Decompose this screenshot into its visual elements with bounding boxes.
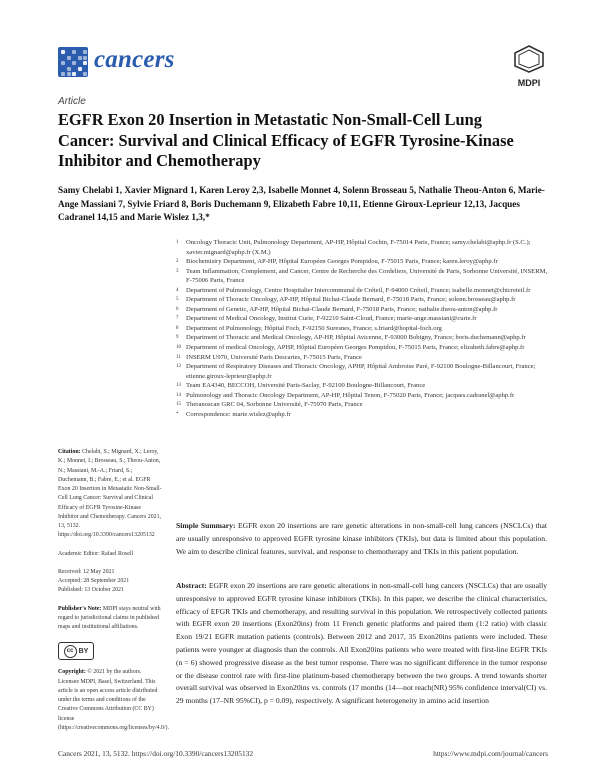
affiliation-number: 4 (176, 287, 179, 293)
logo-dot (72, 61, 76, 65)
affiliation-item (176, 353, 551, 363)
affiliation-text: Correspondence: marie.wislez@aphp.fr (186, 410, 291, 418)
logo-dot (61, 61, 65, 65)
academic-editor: Academic Editor: Rafael Rosell (58, 550, 134, 557)
affiliation-item (176, 343, 551, 353)
copyright-label: Copyright: (58, 669, 86, 676)
logo-dot (67, 67, 71, 71)
logo-dot (61, 72, 65, 76)
author-list: Samy Chelabi 1, Xavier Mignard 1, Karen Leroy 2,3, Isabelle Monnet 4, Solenn Brosseau 5, Nathalie Theou-Anton 6, Marie-Ange Massiani 7, Sylvie Friard 8, Boris Duchemann 9, Elizabeth Fabre 10,11, Etienne Giroux-Leprieur 12,13, Jacques Cadranel 14,15 and Marie Wislez 1,3,* (58, 185, 545, 222)
footer-journal-url[interactable]: https://www.mdpi.com/journal/cancers (433, 749, 548, 758)
affiliation-number: 9 (176, 335, 179, 341)
mdpi-logo[interactable] (513, 45, 545, 88)
affiliation-item (176, 391, 551, 401)
affiliation-text: Oncology Thoracic Unit, Pulmonology Department, AP-HP, Hôpital Cochin, F-75014 Paris, France; samy.chelabi@aphp.fr (S.C.); xavier.mignard@aphp.fr (X.M.) (186, 239, 531, 256)
affiliation-item (176, 333, 551, 343)
page-footer (58, 749, 548, 758)
copyright-text: © 2021 by the authors. Licensee MDPI, Basel, Switzerland. This article is an open access article distributed under the terms and conditions of the Creative Commons Attribution (CC BY) license (https://creativecommons.org/licenses/by/4.0/). (58, 669, 169, 731)
affiliation-text: Biochemistry Department, AP-HP, Hôpital Européen Georges Pompidou, F-75015 Paris, France; karen.leroy@aphp.fr (186, 258, 498, 266)
logo-dot (83, 56, 87, 60)
affiliation-number: 11 (176, 354, 181, 360)
affiliation-text: Team EA4340, BECCOH, Université Paris-Saclay, F-92100 Boulogne-Billancourt, France (186, 382, 426, 390)
affiliation-number: 5 (176, 297, 179, 303)
logo-dot (83, 72, 87, 76)
footer-citation[interactable]: Cancers 2021, 13, 5132. https://doi.org/10.3390/cancers13205132 (58, 749, 254, 758)
affiliation-item (176, 305, 551, 315)
citation-block (58, 448, 162, 541)
affiliation-text: Department of Medical Oncology, Institut Curie, F-92210 Saint-Cloud, France; marie-ange.massiani@curie.fr (186, 315, 477, 323)
journal-name[interactable]: cancers (94, 46, 175, 73)
affiliation-number: 3 (176, 268, 179, 274)
affiliation-item (176, 324, 551, 334)
affiliation-item (176, 238, 551, 257)
affiliation-number: * (176, 411, 179, 417)
logo-dot (72, 50, 76, 54)
logo-dot (67, 72, 71, 76)
abstract (176, 580, 547, 708)
abstract-text: EGFR exon 20 insertions are rare genetic alterations in non-small-cell lung cancers (NSCLCs) that are usually unresponsive to approved EGFR tyrosine kinase inhibitors (TKIs). In this paper, we describe the clinical characteristics, efficacy of EFGR TKIs and chemotherapy, and resulting survival in this population. We retrospectively collected patients with EGFR exon 20 insertions (Exon20ins) from 11 French genetic platforms and paired them (1:2 ratio) with classic Exon 19/21 EGFR mutation patients (controls). Between 2012 and 2017, 35 Exon20ins patients were included. These patients were younger at diagnosis than the controls. All Exon20ins patients who were treated with first-line EGFR TKIs (n = 6) showed progressive disease as the best tumor response. There was no significant difference in the tumor response or the disease control rate with first-line platinum-based chemotherapy between the two groups. A trend towards shorter overall survival was observed in Exon20ins vs. controls (17 months (14—not reach(NR) 95% confidence interval(CI) vs. 29 months (17–NR 95%CI), p = 0.09), respectively. A significant heterogeneity in amino acid insertion (176, 581, 547, 706)
article-info-sidebar (58, 448, 169, 733)
affiliation-text: Department of Pulmonology, Centre Hospitalier Intercommunal de Créteil, F-94000 Créteil, France; isabelle.monnet@chicreteil.fr (186, 286, 531, 294)
accepted-date: Accepted: 28 September 2021 (58, 578, 130, 584)
affiliation-text: INSERM U970, Université Paris Descartes, F-75015 Paris, France (186, 353, 362, 361)
affiliation-number: 2 (176, 259, 179, 265)
abstract-label: Abstract: (176, 581, 207, 590)
simple-summary-label: Simple Summary: (176, 521, 236, 530)
affiliation-number: 1 (176, 240, 179, 245)
affiliation-item (176, 267, 551, 286)
copyright-block (58, 668, 169, 733)
affiliation-text: Team Inflammation, Complement, and Cancer, Centre de Recherche des Cordeliers, Université de Paris, Sorbonne Université, INSERM, F-75006 Paris, France (186, 267, 548, 285)
affiliation-text: Pulmonology and Thoracic Oncology Department, AP-HP, Hôpital Tenon, F-75020 Paris, France; jacques.cadranel@aphp.fr (186, 391, 515, 399)
affiliation-item (176, 410, 551, 420)
received-date: Received: 12 May 2021 (58, 568, 115, 575)
affiliation-text: Theranoscan GRC 04, Sorbonne Université, F-75970 Paris, France (186, 401, 363, 409)
affiliation-number: 10 (176, 345, 181, 351)
affiliation-item (176, 314, 551, 324)
affiliation-item (176, 257, 551, 267)
affiliation-number: 15 (176, 402, 181, 408)
simple-summary (176, 520, 547, 558)
affiliation-number: 8 (176, 325, 179, 331)
logo-dot (72, 72, 76, 76)
affiliation-text: Department of Thoracic Oncology, AP-HP, Hôpital Bichat-Claude Bernard, F-75018 Paris, France; solenn.brosseau@aphp.fr (186, 296, 516, 304)
publisher-note (58, 605, 162, 633)
affiliations (176, 238, 551, 419)
published-date: Published: 13 October 2021 (58, 587, 124, 594)
affiliation-text: Department of Thoracic and Medical Oncology, AP-HP, Hôpital Avicenne, F-93000 Bobigny, France; boris.duchemann@aphp.fr (186, 334, 526, 342)
article-title: EGFR Exon 20 Insertion in Metastatic Non-Small-Cell Lung Cancer: Survival and Clinical Efficacy of EGFR Tyrosine-Kinase Inhibitor and Chemotherapy (58, 110, 514, 170)
affiliation-item (176, 362, 551, 381)
affiliation-text: Department of medical Oncology, APHP, Hôpital Européen Georges Pompidou, F-75015 Paris, France; elizabeth.fabre@aphp.fr (186, 344, 525, 352)
logo-dot (78, 56, 82, 60)
affiliation-item (176, 295, 551, 305)
citation-label: Citation: (58, 449, 81, 455)
logo-dot (78, 67, 82, 71)
cc-icon: cc (64, 645, 77, 658)
cc-by-label: BY (78, 647, 89, 655)
publisher-note-text: MDPI stays neutral with regard to jurisdictional claims in published maps and institutional affiliations. (58, 605, 161, 630)
affiliation-item (176, 400, 551, 410)
article-type: Article (58, 96, 86, 107)
affiliation-number: 7 (176, 316, 179, 322)
citation-text[interactable]: Chelabi, S.; Mignard, X.; Leroy, K.; Monnet, I.; Brosseau, S.; Theou-Anton, N.; Massiani, M.-A.; Friard, S.; Duchemann, B.; Fabre, E.; et al. EGFR Exon 20 Insertion in Metastatic Non-Small-Cell Lung Cancer: Survival and Clinical Efficacy of EGFR Tyrosine-Kinase Inhibitor and Chemotherapy. Cancers 2021, 13, 5132. https://doi.org/10.3390/cancers13205132 (58, 449, 162, 539)
logo-dot (83, 50, 87, 54)
affiliation-item (176, 381, 551, 391)
logo-dot (61, 50, 65, 54)
affiliation-number: 12 (176, 364, 181, 370)
publisher-note-label: Publisher's Note: (58, 605, 102, 612)
affiliation-number: 6 (176, 306, 179, 312)
affiliation-text: Department of Pulmonology, Hôpital Foch, F-92150 Suresnes, France; s.friard@hopital-foch.org (186, 324, 442, 332)
affiliation-text: Department of Genetic, AP-HP, Hôpital Bichat-Claude Bernard, F-75018 Paris, France; nathalie.theou-anton@aphp.fr (186, 305, 498, 313)
mdpi-logo-icon (513, 45, 545, 73)
cc-license-badge[interactable] (58, 642, 94, 660)
affiliation-item (176, 286, 551, 296)
journal-logo-icon (58, 47, 88, 77)
affiliation-number: 13 (176, 383, 181, 389)
affiliation-number: 14 (176, 392, 181, 398)
simple-summary-text: EGFR exon 20 insertions are rare genetic alterations in non-small-cell lung cancers (NSCLCs) that are usually unresponsive to approved EGFR tyrosine kinase inhibitors (TKIs), but data is limited about this population. We aim to describe clinical features, survival, and response to chemotherapy and TKIs in this patient population. (176, 521, 547, 556)
logo-dot (83, 61, 87, 65)
logo-dot (67, 56, 71, 60)
affiliation-text: Department of Respiratory Diseases and Thoracic Oncology, APHP, Hôpital Ambroise Paré, F-92100 Boulogne-Billancourt, France; etienne.giroux-leprieur@aphp.fr (186, 363, 536, 380)
publisher-name: MDPI (517, 78, 541, 88)
